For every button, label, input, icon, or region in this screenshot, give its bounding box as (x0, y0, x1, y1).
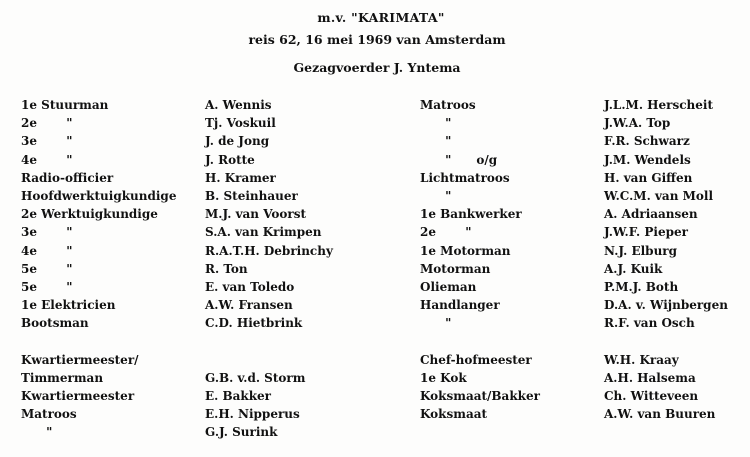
crew-name: G.J. Surink (205, 425, 278, 440)
crew-name: J.W.A. Top (604, 116, 671, 131)
crew-rank: Timmerman (21, 370, 104, 385)
crew-rank (420, 423, 590, 441)
voyage-line: reis 62, 16 mei 1969 van Amsterdam (248, 32, 506, 47)
crew-name: A.J. Kuik (604, 261, 663, 276)
crew-rank: 2e " (420, 225, 472, 240)
crew-name: E. Bakker (205, 389, 272, 403)
crew-name: A.W. Fransen (205, 298, 293, 313)
left-names-column (205, 96, 405, 442)
crew-rank: Bootsman (21, 316, 89, 331)
crew-name (604, 332, 749, 350)
crew-name: A. Adriaansen (604, 207, 698, 222)
crew-rank: Kwartiermeester/ (21, 352, 139, 367)
captain-line: Gezagvoerder J. Yntema (293, 60, 461, 75)
crew-name (205, 351, 405, 369)
crew-name: J.W.F. Pieper (604, 225, 688, 240)
crew-rank: 4e " (21, 243, 73, 258)
crew-name: N.J. Elburg (604, 243, 678, 258)
crew-name: J. Rotte (205, 152, 255, 167)
crew-name: H. van Giffen (604, 170, 693, 185)
crew-name: C.D. Hietbrink (205, 316, 303, 331)
crew-rank: 1e Bankwerker (420, 207, 522, 222)
crew-rank: Koksmaat/Bakker (420, 389, 540, 403)
crew-rank: " (21, 425, 53, 440)
crew-rank: " (420, 116, 452, 131)
crew-rank: 1e Elektricien (21, 298, 116, 313)
crew-rank: Chef-hofmeester (420, 352, 532, 367)
crew-name: A.W. van Buuren (604, 407, 716, 422)
crew-rank: Koksmaat (420, 407, 488, 422)
crew-rank: 5e " (21, 261, 73, 276)
crew-rank: " (420, 188, 452, 203)
crew-rank: 1e Kok (420, 370, 467, 385)
crew-rank: " (420, 134, 452, 149)
ship-name: m.v. "KARIMATA" (317, 10, 445, 25)
crew-rank: 5e " (21, 279, 73, 294)
crew-name: A. Wennis (205, 98, 272, 112)
left-ranks-column (21, 96, 196, 442)
crew-rank (420, 332, 590, 350)
crew-rank: 1e Stuurman (21, 98, 109, 112)
crew-name: A.H. Halsema (604, 370, 696, 385)
crew-name: S.A. van Krimpen (205, 225, 322, 240)
crew-name: R.F. van Osch (604, 316, 695, 331)
crew-name: J. de Jong (205, 134, 270, 149)
crew-rank: Lichtmatroos (420, 170, 510, 185)
crew-rank: Olieman (420, 279, 477, 294)
crew-name: D.A. v. Wijnbergen (604, 298, 728, 313)
right-ranks-column (420, 96, 590, 442)
crew-rank: " o/g (420, 152, 498, 167)
crew-name: E. van Toledo (205, 279, 295, 294)
crew-rank: " (420, 316, 452, 331)
crew-name: M.J. van Voorst (205, 207, 307, 222)
crew-name: R. Ton (205, 261, 248, 276)
crew-rank: 1e Motorman (420, 243, 511, 258)
crew-name (205, 332, 405, 350)
crew-name: R.A.T.H. Debrinchy (205, 243, 333, 258)
crew-name: E.H. Nipperus (205, 407, 300, 422)
crew-name: Tj. Voskuil (205, 116, 276, 131)
crew-name: F.R. Schwarz (604, 134, 690, 149)
crew-rank: Matroos (21, 407, 77, 422)
crew-rank: Radio-officier (21, 170, 114, 185)
crew-name: B. Steinhauer (205, 188, 298, 203)
crew-name (604, 423, 749, 441)
right-names-column (604, 96, 749, 442)
crew-rank: Hoofdwerktuigkundige (21, 188, 177, 203)
crew-name: W.C.M. van Moll (604, 188, 713, 203)
crew-name: H. Kramer (205, 170, 276, 185)
crew-rank: 2e Werktuigkundige (21, 207, 158, 222)
crew-rank: Motorman (420, 261, 491, 276)
crew-rank: Matroos (420, 98, 476, 112)
crew-rank: 3e " (21, 134, 73, 149)
crew-name: J.M. Wendels (604, 152, 691, 167)
crew-name: P.M.J. Both (604, 279, 679, 294)
crew-rank: 3e " (21, 225, 73, 240)
crew-rank: 2e " (21, 116, 73, 131)
crew-name: J.L.M. Herscheit (604, 98, 713, 112)
crew-name: G.B. v.d. Storm (205, 370, 306, 385)
crew-rank (21, 332, 196, 350)
crew-name: Ch. Witteveen (604, 389, 699, 403)
crew-rank: 4e " (21, 152, 73, 167)
crew-rank: Kwartiermeester (21, 389, 135, 403)
crew-name: W.H. Kraay (604, 352, 679, 367)
crew-rank: Handlanger (420, 298, 500, 313)
